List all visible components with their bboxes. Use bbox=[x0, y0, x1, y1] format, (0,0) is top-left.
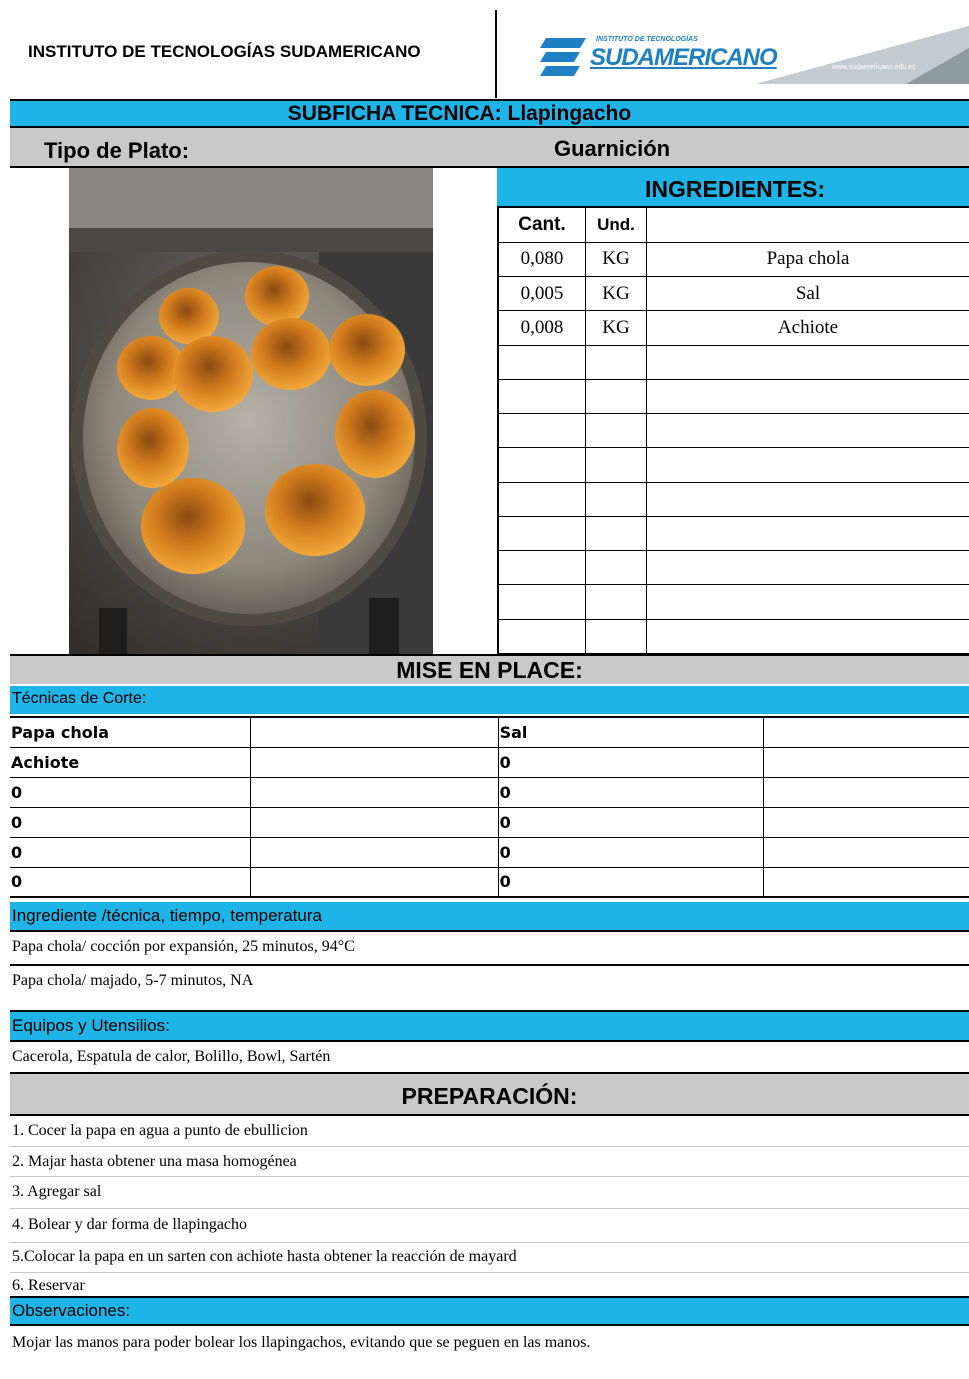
prep-step-2: 2. Majar hasta obtener una masa homogénea bbox=[12, 1153, 297, 1170]
ingredient-name: Achiote bbox=[647, 311, 969, 345]
cut-row bbox=[10, 867, 969, 897]
ingredient-qty: 0,080 bbox=[498, 242, 586, 276]
ingredient-qty bbox=[498, 345, 586, 379]
cut-cell: 0 bbox=[498, 777, 763, 807]
technique-label: Ingrediente /técnica, tiempo, temperatura bbox=[12, 906, 322, 925]
ingredient-name bbox=[647, 516, 969, 550]
technique-line-1: Papa chola/ cocción por expansión, 25 minutos, 94°C bbox=[12, 938, 355, 955]
institute-title: INSTITUTO DE TECNOLOGÍAS SUDAMERICANO bbox=[28, 42, 421, 61]
ingredients-header-row bbox=[498, 207, 969, 242]
ingredient-row bbox=[498, 516, 969, 550]
ingredient-qty: 0,005 bbox=[498, 277, 586, 311]
name-header bbox=[647, 207, 969, 242]
dish-photo bbox=[69, 168, 433, 654]
ingredient-unit bbox=[586, 516, 647, 550]
ingredient-unit: KG bbox=[586, 242, 647, 276]
prep-step-5: 5.Colocar la papa en un sarten con achiote hasta obtener la reacción de mayard bbox=[12, 1248, 517, 1265]
dish-type-label: Tipo de Plato: bbox=[44, 138, 190, 163]
ingredient-name bbox=[647, 379, 969, 413]
cut-cell: 0 bbox=[10, 867, 250, 897]
ingredient-row bbox=[498, 277, 969, 311]
ingredient-qty bbox=[498, 551, 586, 585]
cut-row bbox=[10, 717, 969, 747]
cut-cell bbox=[250, 747, 498, 777]
ingredient-name bbox=[647, 551, 969, 585]
ingredient-unit: KG bbox=[586, 311, 647, 345]
cut-cell: 0 bbox=[10, 807, 250, 837]
observations-label: Observaciones: bbox=[12, 1301, 131, 1320]
cut-cell bbox=[250, 867, 498, 897]
dish-type-value: Guarnición bbox=[554, 136, 671, 161]
ingredient-unit bbox=[586, 448, 647, 482]
cut-cell: Papa chola bbox=[10, 717, 250, 747]
ingredient-qty bbox=[498, 516, 586, 550]
ingredient-unit bbox=[586, 551, 647, 585]
ingredient-qty bbox=[498, 448, 586, 482]
ingredient-qty bbox=[498, 379, 586, 413]
prep-step-6: 6. Reservar bbox=[12, 1277, 85, 1294]
cut-row bbox=[10, 747, 969, 777]
ingredient-name bbox=[647, 414, 969, 448]
ingredient-name bbox=[647, 345, 969, 379]
ingredient-unit bbox=[586, 585, 647, 619]
observations-bar bbox=[10, 1298, 969, 1324]
llapingacho-pan-image bbox=[69, 168, 433, 654]
prep-step-4: 4. Bolear y dar forma de llapingacho bbox=[12, 1216, 248, 1233]
cut-cell bbox=[250, 807, 498, 837]
sheet-title: SUBFICHA TECNICA: Llapingacho bbox=[287, 102, 632, 125]
ingredient-qty: 0,008 bbox=[498, 311, 586, 345]
institute-logo bbox=[540, 30, 777, 82]
cut-cell bbox=[763, 837, 969, 867]
logo-main-text: SUDAMERICANO bbox=[590, 44, 777, 71]
cut-cell bbox=[250, 837, 498, 867]
ingredient-qty bbox=[498, 414, 586, 448]
equipment-text: Cacerola, Espatula de calor, Bolillo, Bowl, Sartén bbox=[12, 1048, 331, 1065]
mise-en-place-title: MISE EN PLACE: bbox=[396, 657, 583, 683]
ingredient-row bbox=[498, 379, 969, 413]
cut-cell: 0 bbox=[498, 807, 763, 837]
unit-header: Und. bbox=[586, 207, 647, 242]
cut-row bbox=[10, 777, 969, 807]
cut-cell: 0 bbox=[10, 837, 250, 867]
cut-cell bbox=[250, 777, 498, 807]
header-divider bbox=[495, 10, 497, 98]
website-text: www.sudamericano.edu.ec bbox=[832, 64, 916, 71]
ingredient-name bbox=[647, 448, 969, 482]
ingredient-name bbox=[647, 619, 969, 653]
observations-text: Mojar las manos para poder bolear los llapingachos, evitando que se peguen en las manos. bbox=[12, 1334, 591, 1351]
ingredients-table bbox=[497, 206, 969, 654]
ingredient-name: Papa chola bbox=[647, 242, 969, 276]
ingredient-unit bbox=[586, 414, 647, 448]
ingredient-qty bbox=[498, 482, 586, 516]
ingredient-unit bbox=[586, 619, 647, 653]
ingredient-row bbox=[498, 345, 969, 379]
ingredient-qty bbox=[498, 585, 586, 619]
ingredient-name: Sal bbox=[647, 277, 969, 311]
cut-cell: Achiote bbox=[10, 747, 250, 777]
ingredient-row bbox=[498, 448, 969, 482]
ingredient-row bbox=[498, 242, 969, 276]
cut-techniques-table bbox=[10, 716, 969, 898]
cut-cell: 0 bbox=[498, 867, 763, 897]
ingredient-row bbox=[498, 482, 969, 516]
preparation-title: PREPARACIÓN: bbox=[401, 1083, 578, 1109]
ingredient-unit bbox=[586, 482, 647, 516]
ingredient-qty bbox=[498, 619, 586, 653]
ingredient-unit bbox=[586, 345, 647, 379]
ingredient-unit: KG bbox=[586, 277, 647, 311]
ingredient-row bbox=[498, 414, 969, 448]
cut-row bbox=[10, 837, 969, 867]
cut-cell bbox=[763, 867, 969, 897]
ingredient-name bbox=[647, 585, 969, 619]
ingredient-unit bbox=[586, 379, 647, 413]
qty-header: Cant. bbox=[498, 207, 586, 242]
cut-cell bbox=[763, 777, 969, 807]
cut-cell: 0 bbox=[10, 777, 250, 807]
equipment-label: Equipos y Utensilios: bbox=[12, 1016, 170, 1035]
ingredient-row bbox=[498, 311, 969, 345]
cut-techniques-label: Técnicas de Corte: bbox=[12, 690, 147, 707]
logo-top-text: INSTITUTO DE TECNOLOGÍAS bbox=[596, 36, 698, 43]
cut-cell: Sal bbox=[498, 717, 763, 747]
ingredients-title: INGREDIENTES: bbox=[645, 176, 826, 202]
cut-row bbox=[10, 807, 969, 837]
cut-cell bbox=[763, 747, 969, 777]
banner-graphic bbox=[756, 26, 969, 84]
prep-step-1: 1. Cocer la papa en agua a punto de ebullicion bbox=[12, 1122, 308, 1139]
ingredient-row bbox=[498, 551, 969, 585]
cut-cell: 0 bbox=[498, 747, 763, 777]
technique-line-2: Papa chola/ majado, 5-7 minutos, NA bbox=[12, 972, 254, 989]
ingredient-row bbox=[498, 585, 969, 619]
cut-cell bbox=[763, 717, 969, 747]
prep-step-3: 3. Agregar sal bbox=[12, 1183, 102, 1200]
cut-cell bbox=[763, 807, 969, 837]
cut-techniques-bar bbox=[10, 686, 969, 714]
header-banner bbox=[756, 26, 969, 84]
cut-cell: 0 bbox=[498, 837, 763, 867]
cut-cell bbox=[250, 717, 498, 747]
ingredient-name bbox=[647, 482, 969, 516]
ingredient-row bbox=[498, 619, 969, 653]
